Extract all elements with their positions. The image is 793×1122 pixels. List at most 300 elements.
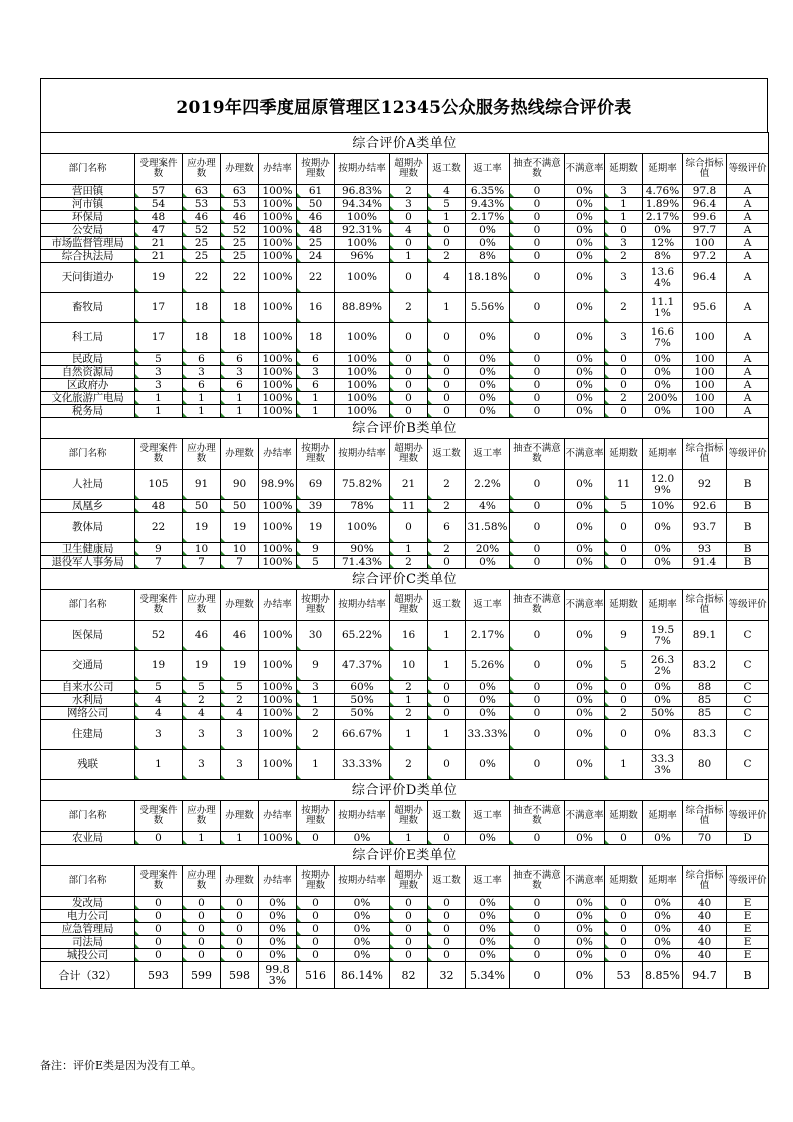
table-cell: 0%: [643, 936, 683, 949]
table-cell: 1: [221, 392, 259, 405]
total-cell: 5.34%: [466, 962, 510, 989]
table-cell: 53: [221, 198, 259, 211]
table-cell: 0: [428, 707, 466, 720]
table-cell: 105: [135, 470, 183, 500]
table-cell: 5: [605, 500, 643, 513]
table-cell: 0%: [466, 392, 510, 405]
column-header: 等级评价: [727, 590, 769, 621]
department-name: 水利局: [41, 694, 135, 707]
table-cell: 0%: [565, 353, 605, 366]
table-cell: 1: [221, 405, 259, 418]
table-cell: 94.34%: [335, 198, 390, 211]
table-cell: 100%: [335, 405, 390, 418]
table-cell: 0: [428, 949, 466, 962]
table-cell: 100%: [259, 694, 297, 707]
table-cell: A: [727, 392, 769, 405]
table-cell: 0%: [335, 923, 390, 936]
column-header: 办理数: [221, 866, 259, 897]
table-cell: 100%: [259, 185, 297, 198]
table-cell: 0: [221, 936, 259, 949]
table-cell: 46: [183, 621, 221, 651]
table-cell: 0: [605, 681, 643, 694]
table-cell: 0: [605, 832, 643, 845]
department-name: 退役军人事务局: [41, 556, 135, 569]
table-cell: D: [727, 832, 769, 845]
table-cell: 3: [605, 323, 643, 353]
department-name: 天问街道办: [41, 263, 135, 293]
table-cell: 22: [183, 263, 221, 293]
column-header: 等级评价: [727, 154, 769, 185]
column-header: 按期办结率: [335, 866, 390, 897]
table-cell: 0: [428, 936, 466, 949]
table-cell: 0: [510, 263, 565, 293]
table-cell: 11: [390, 500, 428, 513]
table-cell: 0%: [643, 353, 683, 366]
table-cell: 0: [605, 949, 643, 962]
table-cell: 6: [428, 513, 466, 543]
table-cell: 19: [135, 651, 183, 681]
column-header: 部门名称: [41, 154, 135, 185]
page-title: 2019年四季度屈原管理区12345公众服务热线综合评价表: [40, 78, 768, 132]
table-cell: 4%: [466, 500, 510, 513]
table-cell: 40: [683, 936, 727, 949]
table-cell: 4: [135, 694, 183, 707]
table-cell: 1: [428, 651, 466, 681]
section-title: 综合评价E类单位: [41, 845, 769, 866]
table-cell: 1: [390, 250, 428, 263]
table-cell: 9.43%: [466, 198, 510, 211]
column-header: 超期办理数: [390, 590, 428, 621]
department-name: 河市镇: [41, 198, 135, 211]
department-name: 科工局: [41, 323, 135, 353]
table-cell: 100%: [335, 323, 390, 353]
table-cell: 63: [221, 185, 259, 198]
department-name: 文化旅游广电局: [41, 392, 135, 405]
total-label: 合计（32）: [41, 962, 135, 989]
table-cell: 97.8: [683, 185, 727, 198]
table-cell: 3: [183, 720, 221, 750]
table-cell: 2: [221, 694, 259, 707]
table-cell: 0%: [643, 832, 683, 845]
table-cell: 0: [510, 379, 565, 392]
table-cell: 0%: [565, 694, 605, 707]
table-cell: 91: [183, 470, 221, 500]
table-cell: 6: [297, 379, 335, 392]
department-name: 凤凰乡: [41, 500, 135, 513]
table-cell: 48: [135, 211, 183, 224]
column-header: 办结率: [259, 154, 297, 185]
table-cell: 0: [510, 651, 565, 681]
table-cell: 0: [428, 750, 466, 780]
table-cell: 0%: [259, 897, 297, 910]
table-cell: 0%: [259, 949, 297, 962]
column-header: 返工率: [466, 154, 510, 185]
column-header: 综合指标值: [683, 866, 727, 897]
table-cell: 2: [297, 720, 335, 750]
table-cell: 0%: [643, 910, 683, 923]
table-cell: 2: [297, 707, 335, 720]
table-cell: 99.6: [683, 211, 727, 224]
table-cell: 1: [605, 211, 643, 224]
total-row: [41, 962, 769, 989]
table-cell: 0: [510, 621, 565, 651]
table-cell: 0: [428, 405, 466, 418]
total-cell: 599: [183, 962, 221, 989]
table-cell: 0%: [565, 513, 605, 543]
table-cell: 0%: [565, 897, 605, 910]
table-cell: 1: [390, 720, 428, 750]
table-cell: 4: [135, 707, 183, 720]
table-cell: 31.58%: [466, 513, 510, 543]
table-cell: 0: [390, 392, 428, 405]
section-header: [41, 133, 769, 154]
table-cell: 9: [297, 543, 335, 556]
table-cell: 0: [510, 694, 565, 707]
table-cell: 3: [605, 237, 643, 250]
table-cell: 1: [183, 405, 221, 418]
table-cell: 0: [390, 897, 428, 910]
table-cell: 26.32%: [643, 651, 683, 681]
table-cell: 17: [135, 293, 183, 323]
table-cell: 100%: [335, 211, 390, 224]
table-cell: 2: [605, 392, 643, 405]
column-header-row: [41, 801, 769, 832]
column-header: 部门名称: [41, 439, 135, 470]
table-cell: 5: [135, 681, 183, 694]
table-cell: C: [727, 681, 769, 694]
table-cell: A: [727, 366, 769, 379]
table-cell: 19: [221, 651, 259, 681]
table-cell: 6.35%: [466, 185, 510, 198]
table-cell: 0: [428, 353, 466, 366]
table-cell: 0: [428, 379, 466, 392]
table-cell: 0: [390, 353, 428, 366]
table-cell: E: [727, 949, 769, 962]
table-cell: 53: [183, 198, 221, 211]
table-cell: 100%: [259, 392, 297, 405]
table-cell: 0%: [643, 405, 683, 418]
table-cell: 5: [297, 556, 335, 569]
table-cell: 100%: [335, 263, 390, 293]
table-row: [41, 237, 769, 250]
column-header: 等级评价: [727, 801, 769, 832]
table-cell: 7: [183, 556, 221, 569]
table-cell: 10: [183, 543, 221, 556]
table-row: [41, 323, 769, 353]
column-header: 返工率: [466, 801, 510, 832]
column-header: 按期办理数: [297, 801, 335, 832]
table-cell: 1: [135, 405, 183, 418]
total-cell: 94.7: [683, 962, 727, 989]
table-cell: 0: [605, 513, 643, 543]
table-cell: 0%: [565, 185, 605, 198]
table-cell: 100%: [335, 392, 390, 405]
table-cell: 25: [183, 250, 221, 263]
table-row: [41, 651, 769, 681]
table-cell: 0: [183, 936, 221, 949]
table-cell: 100: [683, 392, 727, 405]
table-cell: 2: [428, 500, 466, 513]
table-cell: A: [727, 405, 769, 418]
table-row: [41, 392, 769, 405]
department-name: 司法局: [41, 936, 135, 949]
table-cell: 91.4: [683, 556, 727, 569]
table-cell: 0%: [643, 897, 683, 910]
table-cell: 0: [135, 910, 183, 923]
evaluation-table: [40, 132, 769, 989]
table-cell: 18: [221, 293, 259, 323]
table-cell: 0: [390, 936, 428, 949]
table-cell: 0: [605, 936, 643, 949]
table-cell: 0: [221, 897, 259, 910]
table-cell: 61: [297, 185, 335, 198]
column-header: 延期数: [605, 439, 643, 470]
column-header: 办结率: [259, 801, 297, 832]
table-cell: C: [727, 694, 769, 707]
table-cell: 69: [297, 470, 335, 500]
section-title: 综合评价D类单位: [41, 780, 769, 801]
column-header: 延期率: [643, 866, 683, 897]
column-header: 按期办结率: [335, 154, 390, 185]
footnote: 备注：评价E类是因为没有工单。: [40, 1059, 203, 1072]
table-cell: 96%: [335, 250, 390, 263]
table-cell: 0%: [466, 353, 510, 366]
table-cell: 0: [510, 936, 565, 949]
table-row: [41, 621, 769, 651]
total-cell: 593: [135, 962, 183, 989]
table-row: [41, 694, 769, 707]
table-cell: 95.6: [683, 293, 727, 323]
table-cell: 0: [221, 923, 259, 936]
table-cell: 0: [390, 910, 428, 923]
table-cell: 96.4: [683, 263, 727, 293]
table-cell: 12%: [643, 237, 683, 250]
table-cell: 48: [135, 500, 183, 513]
table-cell: 0%: [565, 923, 605, 936]
table-cell: 0: [605, 379, 643, 392]
table-cell: 46: [221, 621, 259, 651]
table-cell: 0: [428, 237, 466, 250]
table-cell: A: [727, 224, 769, 237]
table-cell: 100%: [259, 832, 297, 845]
table-cell: 0: [135, 923, 183, 936]
column-header: 返工率: [466, 590, 510, 621]
column-header: 等级评价: [727, 439, 769, 470]
table-cell: 0: [510, 513, 565, 543]
table-cell: 0: [605, 556, 643, 569]
table-cell: C: [727, 720, 769, 750]
column-header: 不满意率: [565, 801, 605, 832]
table-cell: 0%: [565, 323, 605, 353]
department-name: 税务局: [41, 405, 135, 418]
table-cell: 2.17%: [466, 211, 510, 224]
table-cell: 0%: [565, 198, 605, 211]
column-header: 应办理数: [183, 866, 221, 897]
table-cell: 100: [683, 405, 727, 418]
table-cell: 1.89%: [643, 198, 683, 211]
table-cell: 71.43%: [335, 556, 390, 569]
table-cell: 96.83%: [335, 185, 390, 198]
table-cell: 100%: [259, 250, 297, 263]
table-cell: A: [727, 379, 769, 392]
column-header: 按期办结率: [335, 590, 390, 621]
column-header: 不满意率: [565, 590, 605, 621]
department-name: 市场监督管理局: [41, 237, 135, 250]
table-cell: 0%: [565, 651, 605, 681]
table-cell: 2: [390, 707, 428, 720]
table-cell: 100: [683, 379, 727, 392]
table-cell: 2: [605, 707, 643, 720]
column-header: 按期办结率: [335, 801, 390, 832]
department-name: 营田镇: [41, 185, 135, 198]
column-header: 部门名称: [41, 590, 135, 621]
table-cell: 0%: [466, 750, 510, 780]
table-cell: 0%: [466, 366, 510, 379]
table-cell: 5.26%: [466, 651, 510, 681]
table-cell: 1: [183, 832, 221, 845]
table-cell: 18: [297, 323, 335, 353]
table-cell: 0%: [466, 405, 510, 418]
table-row: [41, 405, 769, 418]
table-cell: 5: [221, 681, 259, 694]
table-cell: 39: [297, 500, 335, 513]
column-header: 延期率: [643, 801, 683, 832]
column-header: 延期数: [605, 590, 643, 621]
column-header: 应办理数: [183, 154, 221, 185]
table-cell: 0%: [466, 323, 510, 353]
table-cell: 2: [390, 681, 428, 694]
table-cell: 0: [510, 681, 565, 694]
table-cell: 0%: [466, 379, 510, 392]
total-cell: 82: [390, 962, 428, 989]
table-cell: E: [727, 936, 769, 949]
column-header: 延期数: [605, 154, 643, 185]
department-name: 人社局: [41, 470, 135, 500]
table-cell: 0: [428, 910, 466, 923]
table-cell: 1: [605, 750, 643, 780]
column-header: 超期办理数: [390, 866, 428, 897]
table-cell: 100%: [259, 720, 297, 750]
total-cell: 99.83%: [259, 962, 297, 989]
table-cell: 0: [428, 681, 466, 694]
evaluation-sheet: [40, 78, 768, 989]
column-header: 超期办理数: [390, 801, 428, 832]
column-header: 应办理数: [183, 439, 221, 470]
table-cell: 98.9%: [259, 470, 297, 500]
table-cell: 18: [221, 323, 259, 353]
table-cell: 8%: [643, 250, 683, 263]
table-cell: 2: [390, 293, 428, 323]
table-cell: 33.33%: [643, 750, 683, 780]
table-cell: 0: [510, 405, 565, 418]
column-header: 按期办理数: [297, 866, 335, 897]
table-cell: 0%: [466, 237, 510, 250]
section-title: 综合评价A类单位: [41, 133, 769, 154]
table-cell: 0: [510, 392, 565, 405]
column-header: 延期率: [643, 154, 683, 185]
table-cell: A: [727, 323, 769, 353]
table-cell: 0: [510, 470, 565, 500]
table-cell: 40: [683, 910, 727, 923]
table-cell: 63: [183, 185, 221, 198]
column-header-row: [41, 154, 769, 185]
table-cell: 0: [605, 353, 643, 366]
table-cell: 0: [605, 366, 643, 379]
table-cell: 3: [221, 366, 259, 379]
table-cell: 100%: [259, 211, 297, 224]
table-row: [41, 832, 769, 845]
table-cell: A: [727, 198, 769, 211]
table-cell: 0%: [565, 832, 605, 845]
column-header: 抽查不满意数: [510, 801, 565, 832]
table-cell: 18.18%: [466, 263, 510, 293]
table-cell: 0: [510, 949, 565, 962]
table-cell: 50: [183, 500, 221, 513]
table-cell: 50%: [643, 707, 683, 720]
table-cell: 0: [605, 694, 643, 707]
table-cell: 52: [221, 224, 259, 237]
table-cell: 80: [683, 750, 727, 780]
table-cell: 0: [510, 543, 565, 556]
table-cell: 0: [183, 910, 221, 923]
table-cell: 18: [183, 293, 221, 323]
table-cell: 0: [135, 832, 183, 845]
table-cell: 0: [183, 923, 221, 936]
table-cell: 5: [428, 198, 466, 211]
table-cell: A: [727, 353, 769, 366]
table-cell: 0%: [565, 224, 605, 237]
table-cell: 7: [135, 556, 183, 569]
column-header: 延期数: [605, 801, 643, 832]
table-cell: 0: [510, 366, 565, 379]
table-row: [41, 224, 769, 237]
table-cell: 100: [683, 366, 727, 379]
table-cell: 2: [428, 543, 466, 556]
table-cell: 0: [390, 237, 428, 250]
table-cell: 100%: [259, 323, 297, 353]
table-cell: C: [727, 621, 769, 651]
table-cell: 0%: [565, 681, 605, 694]
table-cell: 0: [510, 224, 565, 237]
table-cell: 0: [510, 237, 565, 250]
column-header: 按期办结率: [335, 439, 390, 470]
table-cell: B: [727, 470, 769, 500]
table-row: [41, 923, 769, 936]
table-cell: 100%: [259, 750, 297, 780]
table-cell: 100%: [259, 513, 297, 543]
table-cell: 0: [390, 923, 428, 936]
table-cell: 0%: [466, 923, 510, 936]
department-name: 卫生健康局: [41, 543, 135, 556]
table-cell: 0: [510, 323, 565, 353]
column-header: 抽查不满意数: [510, 154, 565, 185]
table-cell: 92.6: [683, 500, 727, 513]
table-cell: 19: [183, 651, 221, 681]
column-header: 返工数: [428, 590, 466, 621]
table-cell: 1: [135, 750, 183, 780]
table-cell: 3: [390, 198, 428, 211]
column-header: 超期办理数: [390, 154, 428, 185]
column-header: 返工数: [428, 801, 466, 832]
table-cell: 25: [221, 237, 259, 250]
table-cell: 0%: [643, 949, 683, 962]
table-cell: 6: [183, 353, 221, 366]
department-name: 应急管理局: [41, 923, 135, 936]
table-cell: 3: [135, 379, 183, 392]
table-cell: 16: [297, 293, 335, 323]
table-cell: 8%: [466, 250, 510, 263]
table-cell: A: [727, 185, 769, 198]
